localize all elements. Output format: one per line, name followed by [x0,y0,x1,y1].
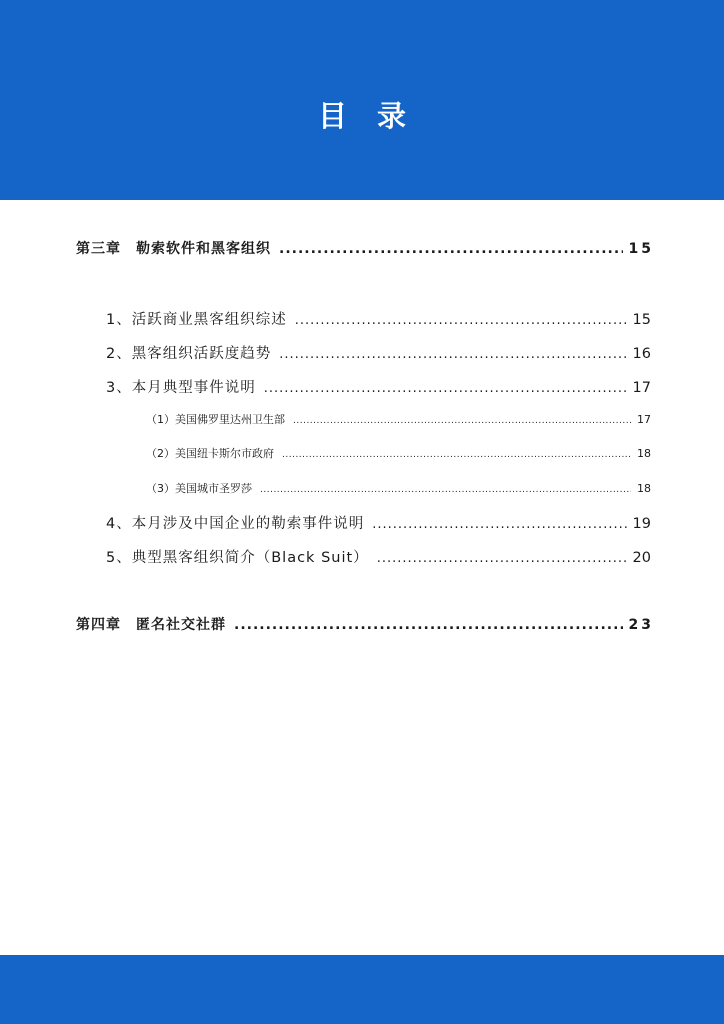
toc-section-4[interactable] [106,512,651,533]
toc-section-2[interactable] [106,342,651,363]
toc-subsection-2[interactable] [146,445,651,461]
toc-section-3[interactable] [106,376,651,397]
toc-section-label: 2、黑客组织活跃度趋势 [106,346,272,362]
toc-subsection-3[interactable] [146,480,651,496]
toc-page-number: 20 [632,550,651,566]
toc-subsection-label: （3）美国城市圣罗莎 [146,482,252,495]
toc-page-number: 15 [632,312,651,328]
toc-chapter-label: 第三章 勒索软件和黑客组织 [76,241,271,257]
toc-section-label: 3、本月典型事件说明 [106,380,256,396]
toc-leader-dots [293,416,631,426]
toc-leader-dots [279,347,626,362]
toc-chapter-4[interactable] [76,614,654,634]
toc-page-number: 17 [637,413,651,426]
toc-section-label: 4、本月涉及中国企业的勒索事件说明 [106,516,365,532]
toc-subsection-label: （1）美国佛罗里达州卫生部 [146,413,285,426]
toc-page-number: 19 [632,516,651,532]
toc-chapter-label: 第四章 匿名社交社群 [76,617,226,633]
toc-leader-dots [234,617,623,633]
toc-leader-dots [377,551,627,566]
toc-leader-dots [264,381,627,396]
toc-section-label: 1、活跃商业黑客组织综述 [106,312,287,328]
page-title: 目录 [317,99,436,133]
toc-section-5[interactable] [106,546,651,567]
toc-leader-dots [295,313,627,328]
toc-subsection-1[interactable] [146,411,651,427]
toc-page-number: 16 [632,346,651,362]
toc-subsection-label: （2）美国纽卡斯尔市政府 [146,447,274,460]
toc-page-number: 17 [632,380,651,396]
footer-band [0,955,724,1024]
toc-leader-dots [282,450,631,460]
toc-page-number: 15 [628,241,654,257]
toc-section-label: 5、典型黑客组织简介（Black Suit） [106,550,369,566]
toc-chapter-3[interactable] [76,238,654,258]
toc-page-number: 18 [637,482,651,495]
toc-leader-dots [260,485,631,495]
toc-page-number: 18 [637,447,651,460]
toc-leader-dots [279,241,623,257]
toc-leader-dots [372,517,626,532]
toc-page-number: 23 [628,617,654,633]
toc-section-1[interactable] [106,308,651,329]
